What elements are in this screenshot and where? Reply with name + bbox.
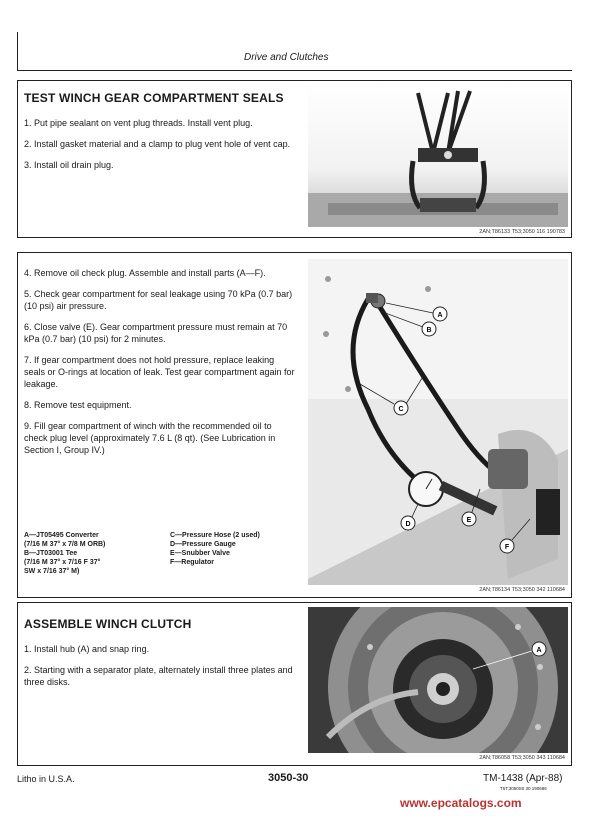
step-6: 6. Close valve (E). Gear compartment pressure must remain at 70 kPa (0.7 bar) (10 psi) for 2 minutes.	[24, 322, 288, 344]
step-9: 9. Fill gear compartment of winch with the recommended oil to check plug level (approximately 7.6 L (8 qt). (See Lubrication in Section I, Group IV.)	[24, 421, 276, 455]
header-rule	[17, 70, 572, 71]
pressure-test-photo	[308, 259, 568, 585]
legend-b-spec-2: SW x 7/16 37° M)	[24, 568, 80, 575]
step-3: 3. Install oil drain plug.	[24, 160, 114, 170]
step-1: 1. Install hub (A) and snap ring.	[24, 644, 150, 654]
footer-page-number: 3050-30	[268, 772, 309, 784]
legend-a: A—JT05495 Converter	[24, 532, 99, 539]
steps-list	[24, 117, 304, 180]
section-title: ASSEMBLE WINCH CLUTCH	[24, 617, 192, 631]
step-7: 7. If gear compartment does not hold pressure, replace leaking seals or O-rings at location of leak. Test gear compartment again for leakage.	[24, 355, 295, 389]
photo-caption: 2AN;T86058 T53;3050 343 110684	[479, 755, 565, 761]
vent-clamp-photo	[308, 83, 568, 227]
legend-e: E—Snubber Valve	[170, 550, 230, 557]
header-margin-line	[17, 32, 18, 70]
legend-b-spec-1: (7/16 M 37° x 7/16 F 37°	[24, 559, 101, 566]
watermark: www.epcatalogs.com	[400, 796, 522, 810]
legend-c: C—Pressure Hose (2 used)	[170, 532, 260, 539]
legend-a-spec: (7/16 M 37° x 7/8 M ORB)	[24, 541, 106, 548]
footer-manual-id: TM-1438 (Apr-88)	[483, 773, 563, 784]
legend-b: B—JT03001 Tee	[24, 550, 78, 557]
photo-caption: 2AN;T86134 T53;3050 342 110684	[479, 587, 565, 593]
callout-a: A	[536, 647, 542, 654]
parts-legend-right	[170, 531, 260, 567]
footer-small-code: T5T;3050S0 30 190686	[500, 786, 547, 791]
section-test-winch-seals	[17, 80, 572, 238]
callout-c: C	[398, 406, 404, 413]
legend-f: F—Regulator	[170, 559, 214, 566]
step-1: 1. Put pipe sealant on vent plug threads. Install vent plug.	[24, 118, 253, 128]
callout-d: D	[405, 521, 411, 528]
step-2: 2. Starting with a separator plate, alternately install three plates and three disks.	[24, 665, 293, 687]
clutch-photo	[308, 607, 568, 753]
step-4: 4. Remove oil check plug. Assemble and install parts (A—F).	[24, 268, 266, 278]
step-2: 2. Install gasket material and a clamp to plug vent hole of vent cap.	[24, 139, 291, 149]
callout-a: A	[437, 312, 443, 319]
step-8: 8. Remove test equipment.	[24, 400, 132, 410]
legend-d: D—Pressure Gauge	[170, 541, 236, 548]
footer-litho: Litho in U.S.A.	[17, 774, 75, 784]
page-header-title: Drive and Clutches	[244, 52, 329, 63]
callout-f: F	[504, 544, 510, 551]
section-test-procedure	[17, 252, 572, 598]
step-5: 5. Check gear compartment for seal leakage using 70 kPa (0.7 bar) (10 psi) air pressure.	[24, 289, 293, 311]
steps-list	[24, 267, 296, 465]
section-assemble-winch-clutch	[17, 602, 572, 766]
callout-e: E	[466, 517, 472, 524]
callout-b: B	[426, 327, 432, 334]
section-title: TEST WINCH GEAR COMPARTMENT SEALS	[24, 91, 284, 105]
photo-caption: 2AN;T86133 T53;3050 116 190783	[479, 229, 565, 235]
parts-legend-left	[24, 531, 105, 576]
steps-list	[24, 643, 296, 697]
